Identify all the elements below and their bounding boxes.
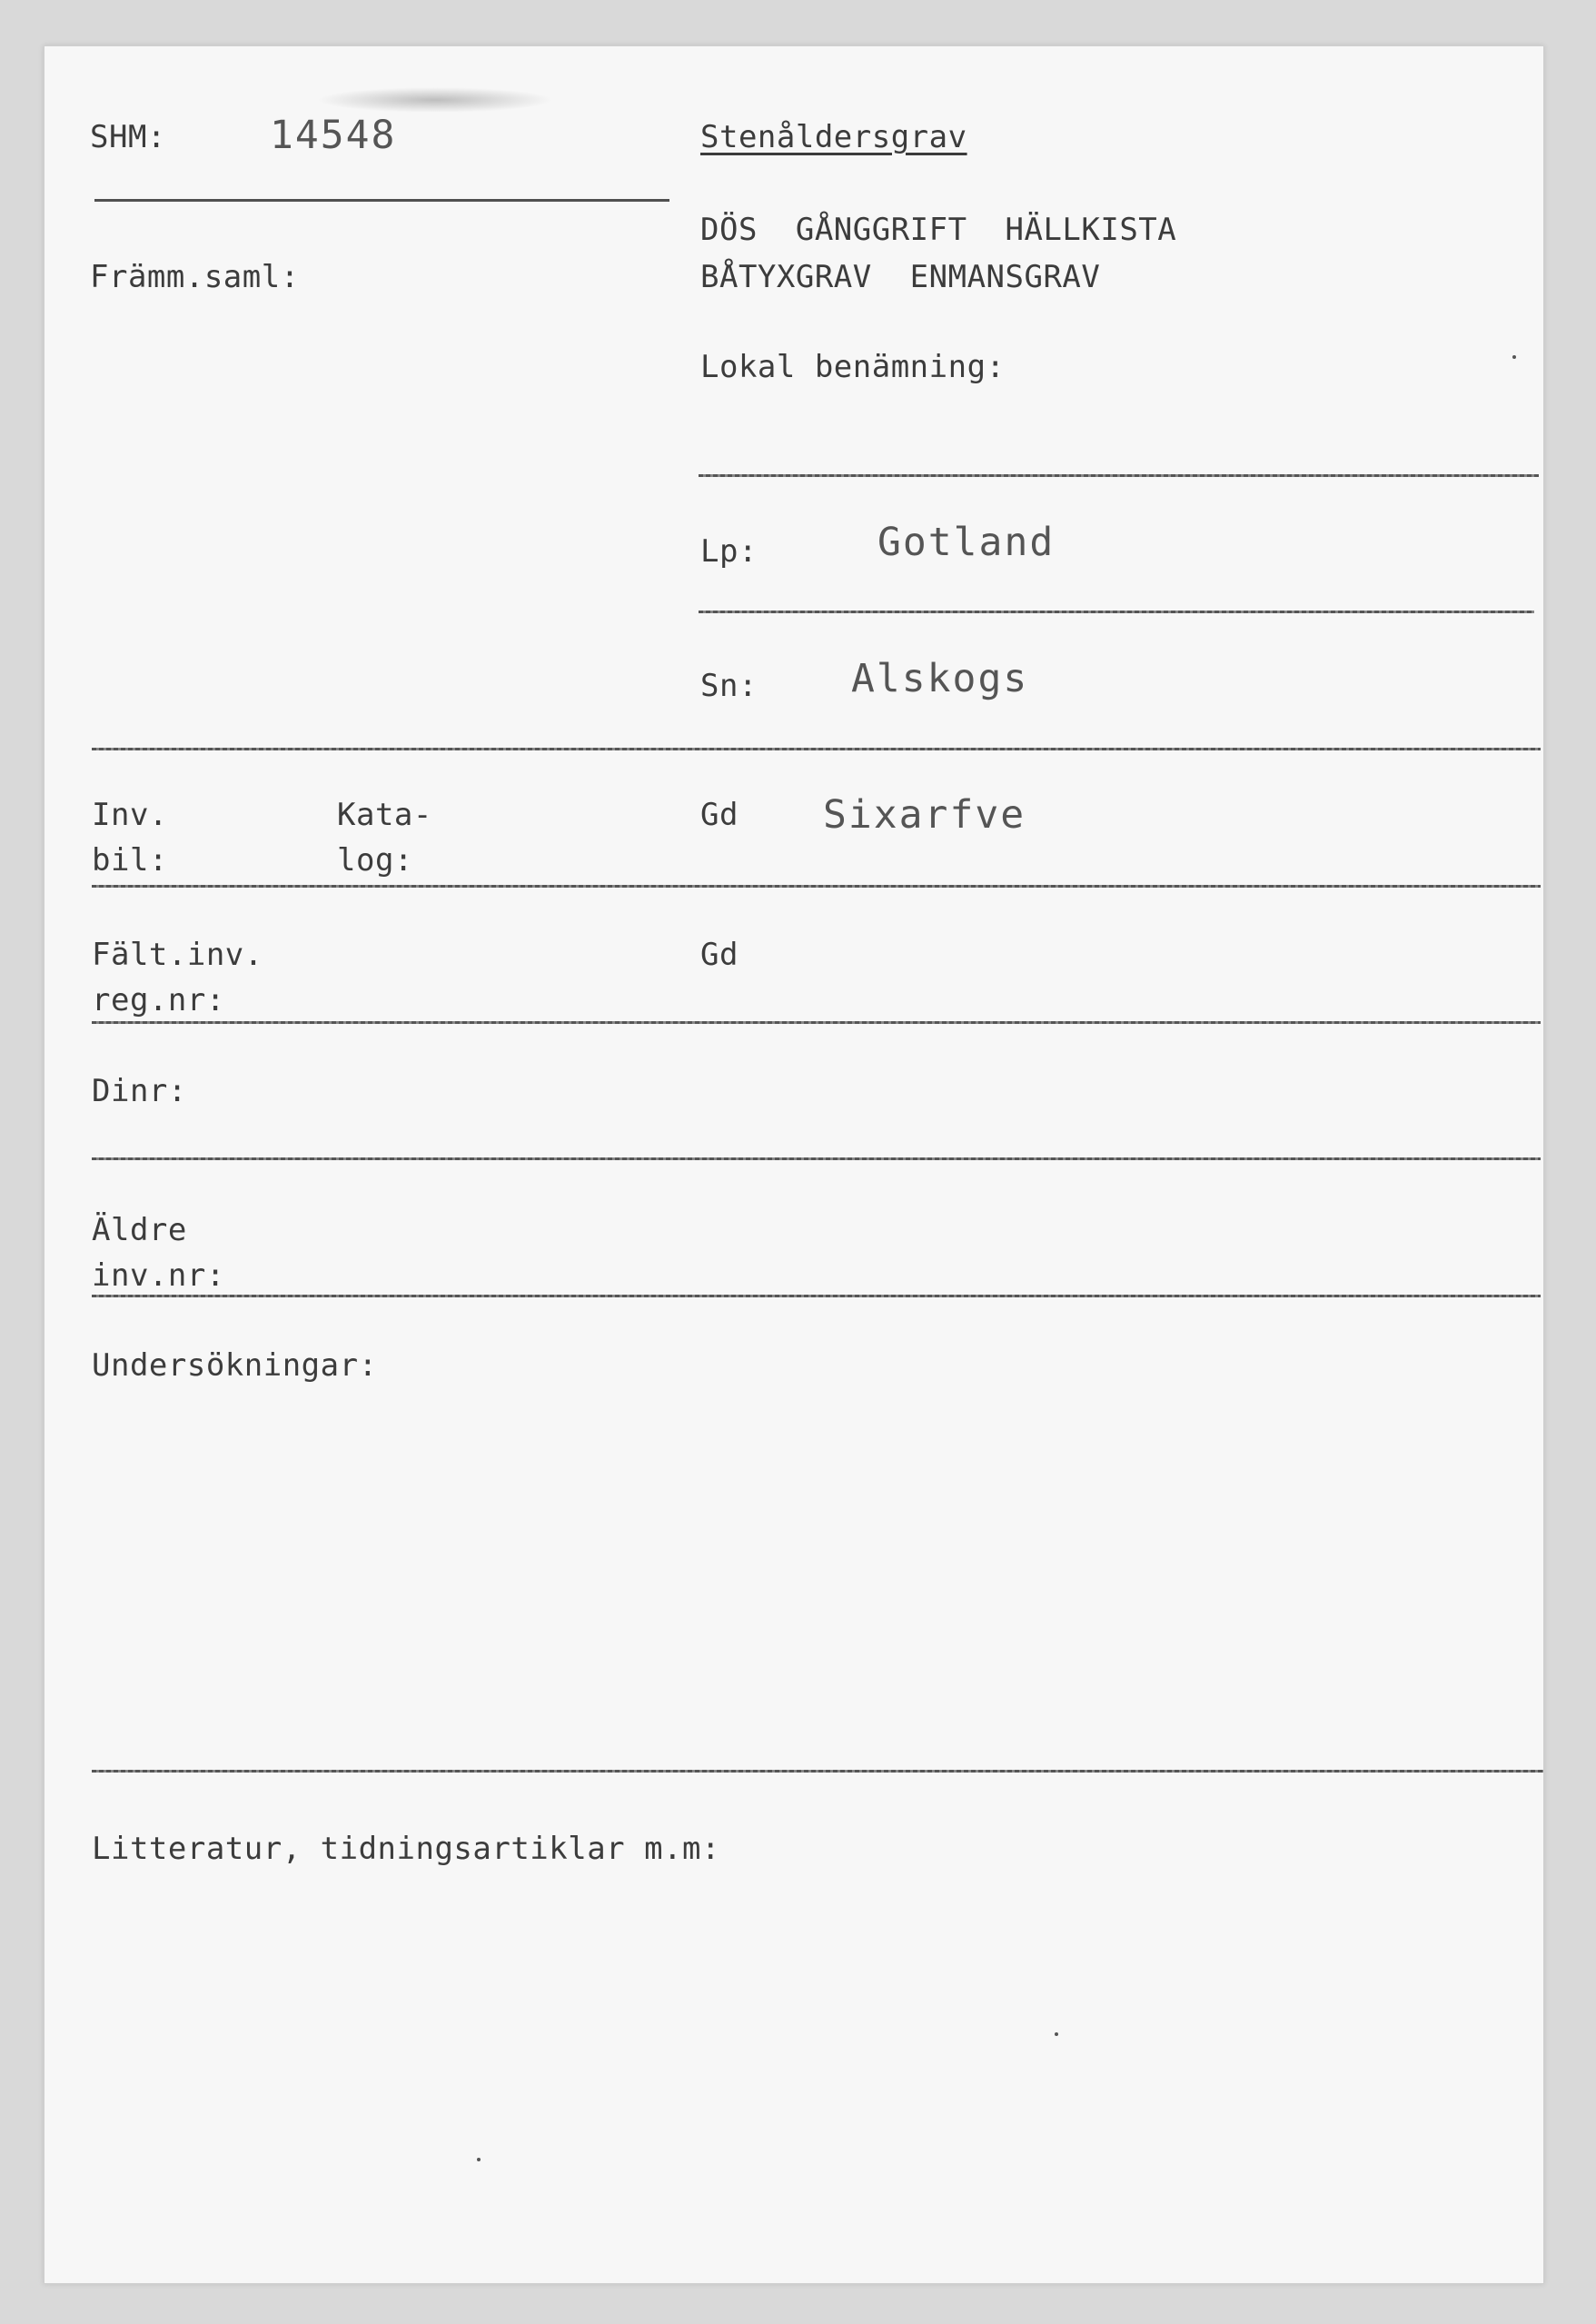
gd-label-2: Gd [700, 937, 739, 973]
divider [92, 1021, 1541, 1024]
lokal-benamning-label: Lokal benämning: [700, 349, 1006, 385]
shm-label: SHM: [90, 119, 166, 155]
stain-mark [317, 87, 553, 113]
dinr-label: Dinr: [92, 1073, 187, 1109]
grave-types-line-2: BÅTYXGRAV ENMANSGRAV [700, 259, 1101, 295]
gd-label: Gd [700, 797, 739, 833]
falt-inv-label-line-1: Fält.inv. [92, 937, 263, 973]
sn-value: Alskogs [851, 656, 1029, 701]
divider [92, 885, 1541, 888]
catalog-card [44, 45, 1544, 2284]
gd-value: Sixarfve [823, 792, 1026, 838]
inv-label-line-1: Inv. [92, 797, 168, 833]
category-title: Stenåldersgrav [700, 119, 967, 155]
speck [1512, 355, 1516, 359]
litteratur-label: Litteratur, tidningsartiklar m.m: [92, 1831, 721, 1867]
speck [477, 2158, 481, 2161]
lp-value: Gotland [877, 520, 1056, 565]
divider [92, 1770, 1543, 1773]
divider [92, 1295, 1541, 1297]
divider [92, 1157, 1541, 1160]
undersokningar-label: Undersökningar: [92, 1347, 378, 1384]
katalog-label-line-2: log: [337, 842, 413, 879]
katalog-label-line-1: Kata- [337, 797, 432, 833]
aldre-label-line-2: inv.nr: [92, 1257, 225, 1294]
shm-number: 14548 [270, 113, 397, 158]
inv-label-line-2: bil: [92, 842, 168, 879]
framm-saml-label: Främm.saml: [90, 259, 300, 295]
divider [699, 611, 1534, 613]
speck [1055, 2032, 1058, 2036]
falt-inv-label-line-2: reg.nr: [92, 982, 225, 1018]
divider [94, 199, 669, 202]
divider [699, 474, 1539, 477]
aldre-label-line-1: Äldre [92, 1212, 187, 1248]
grave-types-line-1: DÖS GÅNGGRIFT HÄLLKISTA [700, 212, 1177, 248]
lp-label: Lp: [700, 533, 758, 570]
sn-label: Sn: [700, 668, 758, 704]
divider [92, 748, 1541, 750]
